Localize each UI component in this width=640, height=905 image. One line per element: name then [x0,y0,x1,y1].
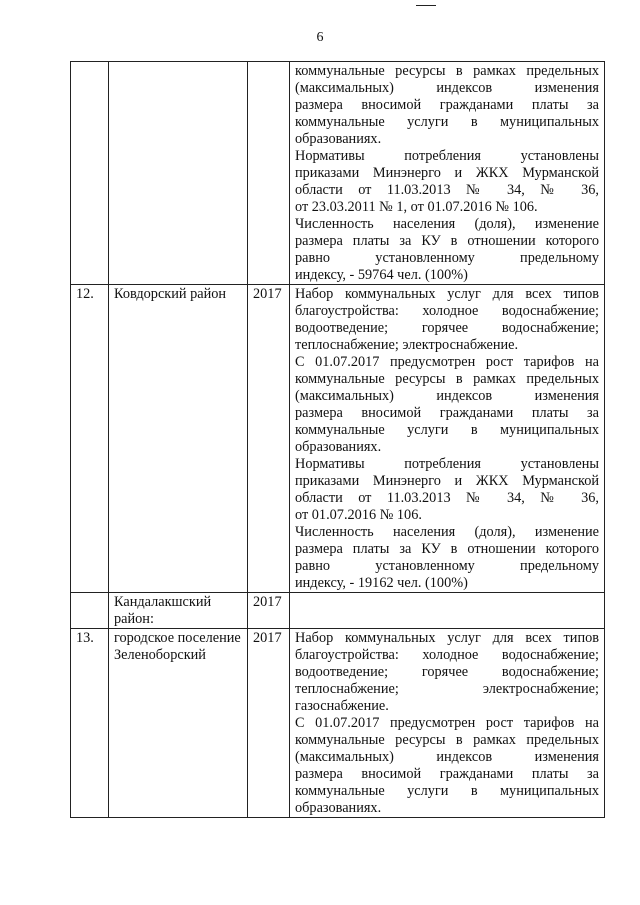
description-line: коммунальные услуги в муниципальных [295,114,599,130]
description-line: коммунальные услуги в муниципальных [295,422,599,438]
municipality-name: Ковдорский район [109,285,248,593]
description-line: области от 11.03.2013 № 34, № 36, [295,182,599,198]
row-number: 12. [71,285,109,593]
description-line: индексу, - 59764 чел. (100%) [295,267,468,283]
description-line: размера вносимой гражданами платы за [295,405,599,421]
year-cell [248,62,290,285]
year-cell: 2017 [248,593,290,629]
description-line: Численность населения (доля), изменение [295,524,599,540]
municipality-name [109,62,248,285]
description-cell [290,62,605,285]
table-row [71,285,605,593]
row-number [71,62,109,285]
description-line: С 01.07.2017 предусмотрен рост тарифов на [295,715,599,731]
description-cell [290,285,605,593]
description-line: образованиях. [295,439,382,455]
description-cell [290,593,605,629]
row-number [71,593,109,629]
description-line: размера платы за КУ в отношении которого [295,233,599,249]
description-line: Численность населения (доля), изменение [295,216,599,232]
description-line: коммунальные ресурсы в рамках предельных [295,63,599,79]
tariff-table [70,61,605,818]
description-line: индексу, - 19162 чел. (100%) [295,575,468,591]
description-line: области от 11.03.2013 № 34, № 36, [295,490,599,506]
description-line: Набор коммунальных услуг для всех типов [295,286,599,302]
description-cell [290,629,605,818]
description-line: приказами Минэнерго и ЖКХ Мурманской [295,473,599,489]
description-line: водоотведение; горячее водоснабжение; [295,664,599,680]
description-line: водоотведение; горячее водоснабжение; [295,320,599,336]
description-line: равно установленному предельному [295,558,599,574]
municipality-name: Кандалакшский район: [109,593,248,629]
description-line: теплоснабжение; электроснабжение. [295,337,519,353]
description-line: образованиях. [295,800,382,816]
description-line: теплоснабжение; электроснабжение; [295,681,599,697]
description-line: размера платы за КУ в отношении которого [295,541,599,557]
top-rule-mark [416,5,436,6]
year-cell: 2017 [248,285,290,593]
description-line: благоустройства: холодное водоснабжение; [295,303,599,319]
table-row [71,629,605,818]
description-line: размера вносимой гражданами платы за [295,766,599,782]
description-line: (максимальных) индексов изменения [295,749,599,765]
description-line: Набор коммунальных услуг для всех типов [295,630,599,646]
year-cell: 2017 [248,629,290,818]
description-line: коммунальные услуги в муниципальных [295,783,599,799]
row-number: 13. [71,629,109,818]
table-row [71,62,605,285]
description-line: коммунальные ресурсы в рамках предельных [295,732,599,748]
description-line: газоснабжение. [295,698,389,714]
description-line: (максимальных) индексов изменения [295,80,599,96]
description-line: (максимальных) индексов изменения [295,388,599,404]
description-line: от 01.07.2016 № 106. [295,507,422,523]
description-line: коммунальные ресурсы в рамках предельных [295,371,599,387]
description-line: образованиях. [295,131,382,147]
description-line: Нормативы потребления установлены [295,456,599,472]
page-number: 6 [316,30,324,45]
description-line: благоустройства: холодное водоснабжение; [295,647,599,663]
description-line: Нормативы потребления установлены [295,148,599,164]
description-line: приказами Минэнерго и ЖКХ Мурманской [295,165,599,181]
municipality-name: городское поселение Зеленоборский [109,629,248,818]
description-line: от 23.03.2011 № 1, от 01.07.2016 № 106. [295,199,538,215]
description-line: С 01.07.2017 предусмотрен рост тарифов на [295,354,599,370]
description-line: равно установленному предельному [295,250,599,266]
table-row [71,593,605,629]
description-line: размера вносимой гражданами платы за [295,97,599,113]
